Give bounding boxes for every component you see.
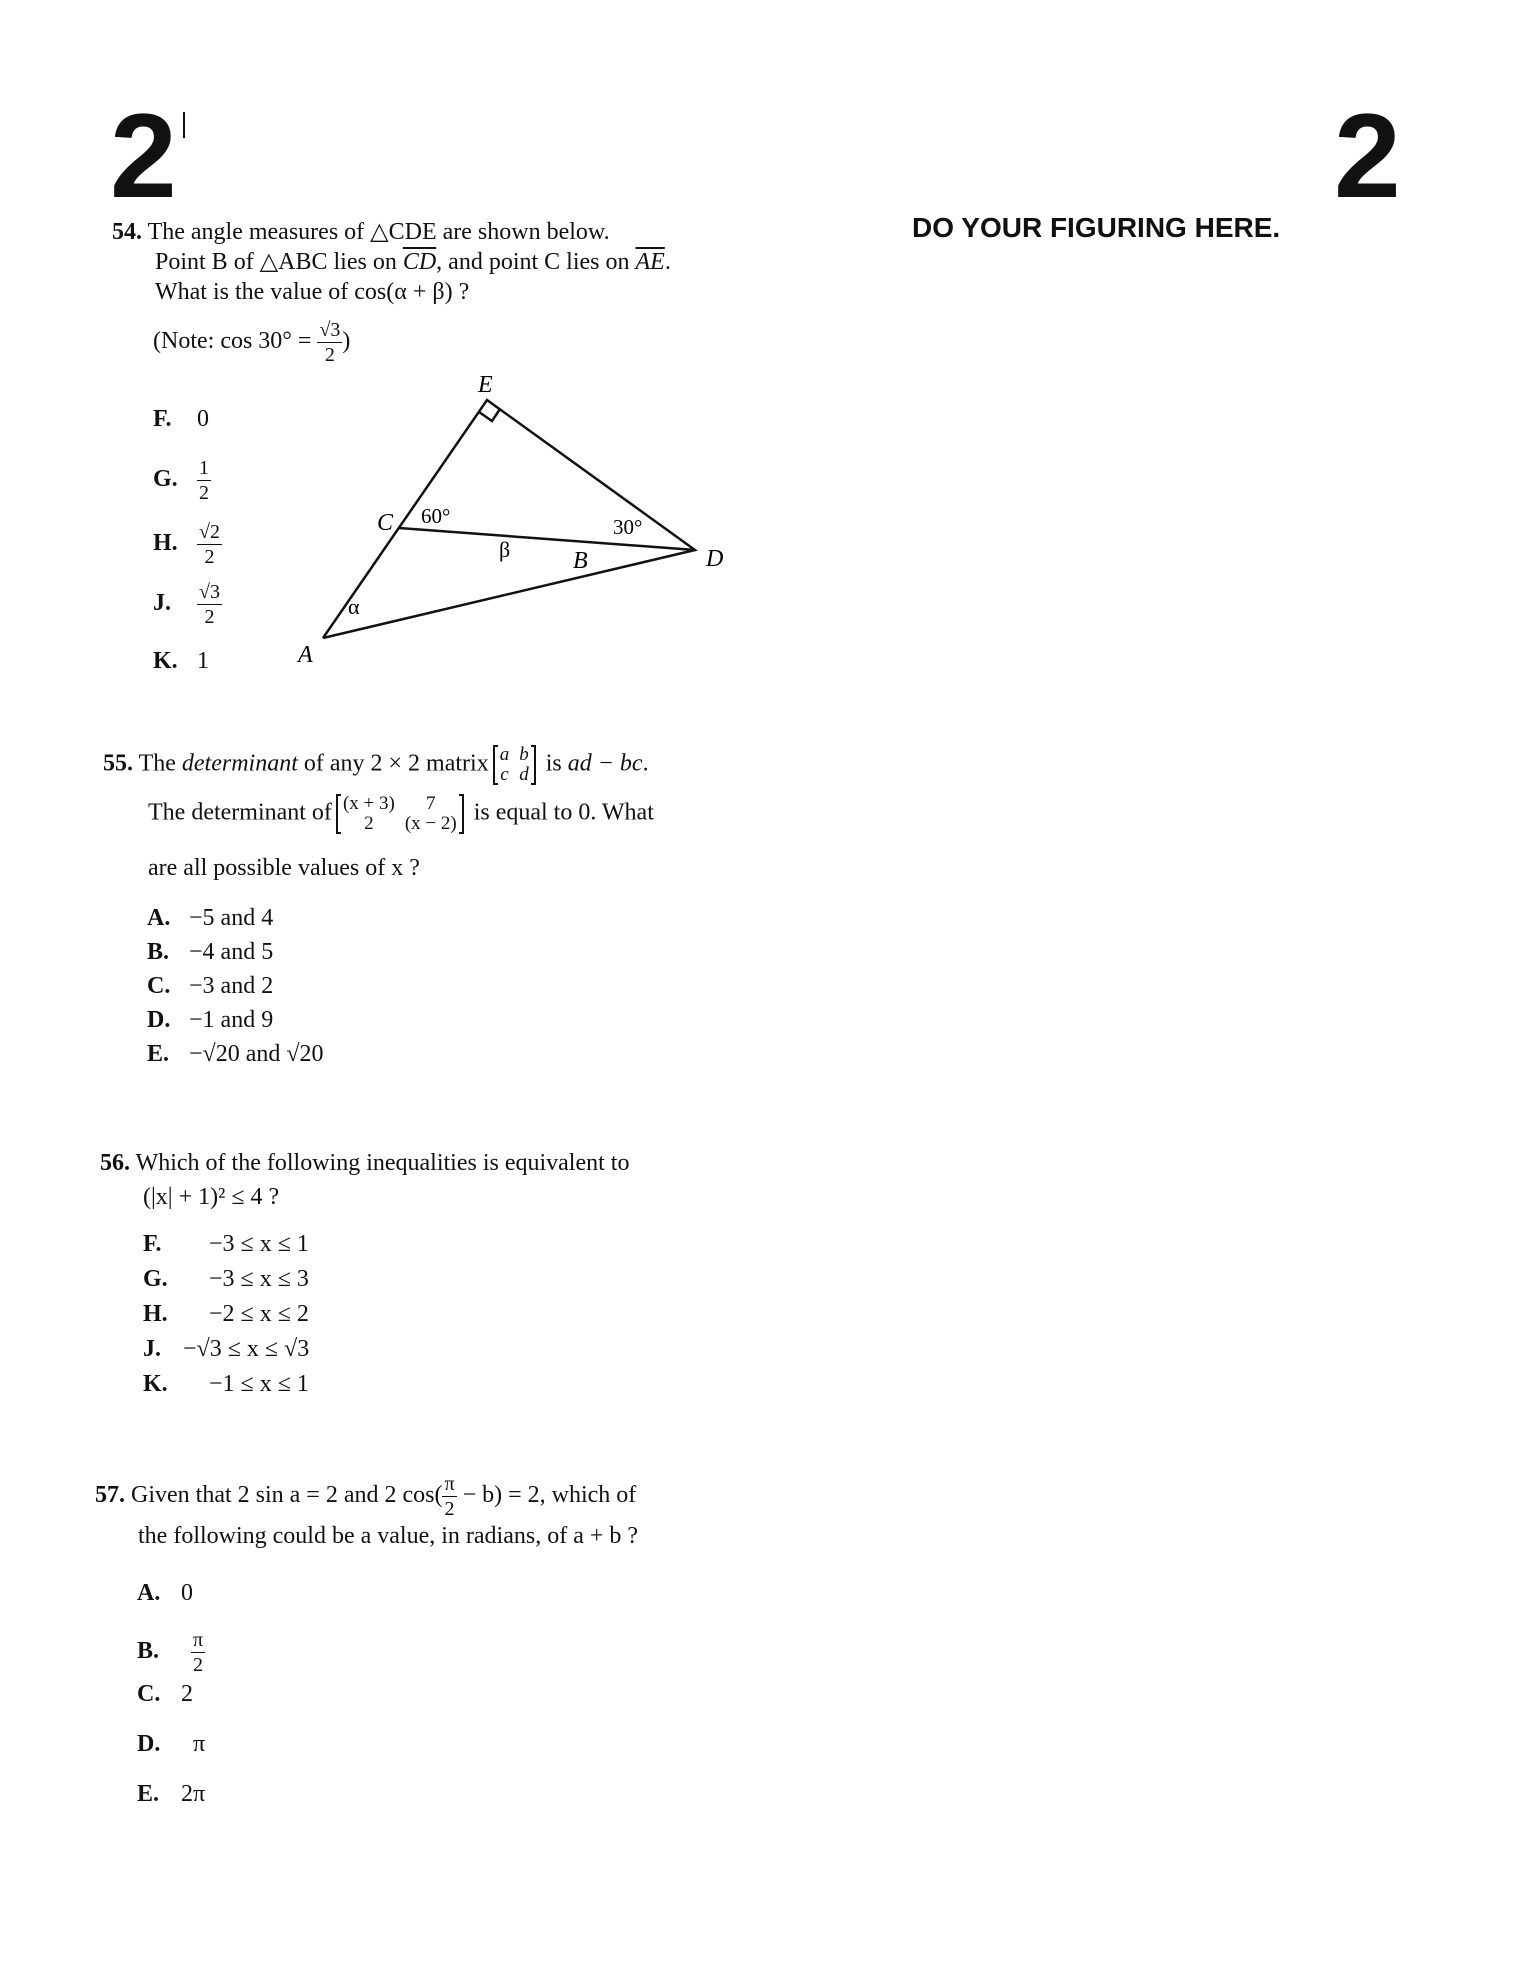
choice-text: 0 — [181, 1580, 193, 1606]
q54-line1 — [112, 217, 732, 247]
q57-fraction — [442, 1474, 456, 1519]
q54-segment-ae: $\overline{AE}$ — [635, 249, 665, 275]
q54-segment-cd: $\overline{CD}$ — [402, 249, 437, 275]
fraction-den: 2 — [199, 482, 209, 504]
q54-note — [153, 320, 350, 365]
q55-line1 — [103, 745, 649, 785]
choice-letter: K. — [143, 1371, 168, 1397]
q55-line2-post: is equal to 0. What — [473, 799, 654, 826]
label-c: C — [377, 510, 394, 536]
q55-line2-pre: The determinant of — [148, 799, 332, 826]
choice-fraction — [191, 1630, 205, 1675]
choice-letter: G. — [153, 466, 178, 493]
q54-note-pre: (Note: cos 30° = — [153, 328, 312, 355]
q56-choice-j[interactable] — [143, 1334, 309, 1364]
choice-letter: A. — [137, 1580, 161, 1606]
q57-choice-c[interactable] — [137, 1679, 193, 1709]
q54-line2 — [155, 247, 671, 277]
choice-text: 1 — [197, 648, 209, 674]
fraction-num: π — [444, 1473, 455, 1495]
matrix-cell: (x + 3) — [342, 793, 395, 814]
choice-letter: H. — [143, 1301, 168, 1327]
q56-choice-f[interactable] — [143, 1229, 309, 1259]
q54-note-post: ) — [342, 328, 351, 355]
q54-choice-k[interactable] — [153, 646, 209, 676]
choice-text: −3 ≤ x ≤ 1 — [209, 1231, 309, 1257]
fraction-num: √3 — [199, 581, 220, 603]
choice-letter: H. — [153, 530, 178, 557]
section-number-left: 2 — [110, 89, 177, 223]
matrix-general — [493, 745, 536, 785]
triangle-figure — [280, 370, 740, 670]
q54-note-den: 2 — [324, 344, 335, 366]
choice-text: 0 — [197, 406, 209, 432]
q55-term: determinant — [181, 750, 298, 777]
q54-line2-mid: , and point C lies on — [436, 249, 630, 275]
q55-line1-mid: of any 2 × 2 matrix — [303, 750, 489, 777]
matrix-cell: b — [519, 744, 529, 765]
angle-alpha: α — [348, 594, 360, 619]
q56-line1-text: Which of the following inequalities is equivalent to — [135, 1150, 630, 1176]
segment-cb — [399, 528, 695, 550]
fraction-num: √2 — [199, 521, 220, 543]
q54-line2-post: . — [664, 249, 671, 275]
label-a: A — [298, 642, 313, 668]
q54-line3: What is the value of cos(α + β) ? — [155, 279, 470, 305]
choice-fraction — [197, 522, 222, 567]
choice-fraction — [197, 458, 211, 503]
q54-line2-pre: Point B of △ABC lies on — [155, 249, 397, 275]
q55-choice-d[interactable] — [147, 1005, 273, 1035]
q57-line1-post: − b) = 2, which of — [462, 1482, 637, 1509]
choice-letter: D. — [147, 1007, 171, 1033]
label-b: B — [573, 548, 588, 574]
q57-line1-pre: Given that 2 sin a = 2 and 2 cos( — [131, 1482, 443, 1509]
angle-beta: β — [499, 537, 511, 562]
label-d: D — [706, 546, 724, 572]
q55-line3: are all possible values of x ? — [148, 855, 420, 881]
q55-expr: ad − bc — [567, 750, 643, 777]
choice-text: 2 — [181, 1681, 193, 1707]
q54-choice-g[interactable] — [153, 458, 211, 503]
choice-letter: B. — [147, 939, 170, 965]
q56-line2: (|x| + 1)² ≤ 4 ? — [143, 1184, 280, 1210]
fraction-den: 2 — [193, 1654, 204, 1676]
q55-choice-e[interactable] — [147, 1039, 324, 1069]
matrix-cell: (x − 2) — [404, 813, 457, 834]
q56-line1 — [100, 1148, 629, 1178]
angle-30: 30° — [613, 515, 643, 539]
q57-choice-d[interactable] — [137, 1729, 205, 1759]
q55-choice-b[interactable] — [147, 937, 273, 967]
choice-letter: E. — [137, 1781, 160, 1807]
fraction-den: 2 — [204, 546, 215, 568]
right-angle-mark — [479, 409, 500, 421]
figuring-label: DO YOUR FIGURING HERE. — [912, 212, 1281, 243]
matrix-cell: 2 — [364, 813, 374, 834]
fraction-num: π — [193, 1629, 204, 1651]
matrix-cell: c — [500, 764, 509, 785]
choice-text: −√3 ≤ x ≤ √3 — [183, 1336, 310, 1362]
q55-number: 55. — [103, 750, 133, 777]
choice-fraction — [197, 582, 222, 627]
choice-text: −1 and 9 — [189, 1007, 274, 1033]
q54-choice-j[interactable] — [153, 582, 222, 627]
choice-text: −4 and 5 — [189, 939, 274, 965]
choice-letter: C. — [137, 1681, 161, 1707]
matrix-cell: a — [499, 744, 510, 765]
label-e: E — [478, 372, 493, 398]
choice-text: π — [193, 1731, 206, 1757]
q55-end: . — [642, 750, 649, 777]
choice-letter: D. — [137, 1731, 161, 1757]
choice-letter: G. — [143, 1266, 168, 1292]
choice-text: −2 ≤ x ≤ 2 — [209, 1301, 309, 1327]
q55-line2 — [148, 794, 654, 834]
choice-letter: B. — [137, 1638, 160, 1665]
choice-letter: F. — [153, 406, 172, 432]
q57-choice-b[interactable] — [137, 1630, 205, 1675]
q54-note-num: √3 — [319, 319, 341, 341]
q54-choice-f[interactable] — [153, 404, 209, 434]
choice-text: −1 ≤ x ≤ 1 — [209, 1371, 309, 1397]
q56-choice-h[interactable] — [143, 1299, 309, 1329]
q54-line1-text: The angle measures of △CDE are shown below. — [147, 219, 610, 245]
matrix-specific — [336, 794, 464, 834]
choice-letter: K. — [153, 648, 178, 674]
fraction-den: 2 — [204, 606, 215, 628]
choice-letter: J. — [143, 1336, 161, 1362]
q57-choice-a[interactable] — [137, 1578, 193, 1608]
angle-60: 60° — [421, 504, 451, 528]
q56-choice-k[interactable] — [143, 1369, 309, 1399]
choice-text: 2π — [181, 1781, 206, 1807]
section-number-right: 2 — [1334, 89, 1401, 223]
q54-number: 54. — [112, 219, 142, 245]
q55-line1-pre: The — [138, 750, 176, 777]
q55-choice-a[interactable] — [147, 903, 273, 933]
q55-is: is — [545, 750, 562, 777]
matrix-cell: d — [519, 764, 529, 785]
choice-text: −3 and 2 — [189, 973, 274, 999]
choice-letter: J. — [153, 590, 171, 617]
q57-line2: the following could be a value, in radians, of a + b ? — [138, 1523, 639, 1549]
choice-text: −√20 and √20 — [189, 1041, 324, 1067]
choice-letter: E. — [147, 1041, 170, 1067]
fraction-den: 2 — [444, 1498, 455, 1520]
q56-number: 56. — [100, 1150, 130, 1176]
q55-choice-c[interactable] — [147, 971, 273, 1001]
q56-choice-g[interactable] — [143, 1264, 309, 1294]
choice-text: −3 ≤ x ≤ 3 — [209, 1266, 309, 1292]
q54-choice-h[interactable] — [153, 522, 222, 567]
choice-letter: F. — [143, 1231, 162, 1257]
choice-letter: C. — [147, 973, 171, 999]
choice-letter: A. — [147, 905, 171, 931]
q54-note-fraction — [317, 320, 342, 365]
fraction-num: 1 — [199, 457, 209, 479]
q57-choice-e[interactable] — [137, 1779, 205, 1809]
q57-number: 57. — [95, 1482, 125, 1509]
matrix-cell: 7 — [426, 793, 436, 814]
margin-tick — [183, 112, 185, 138]
q57-line1 — [95, 1474, 636, 1519]
choice-text: −5 and 4 — [189, 905, 274, 931]
